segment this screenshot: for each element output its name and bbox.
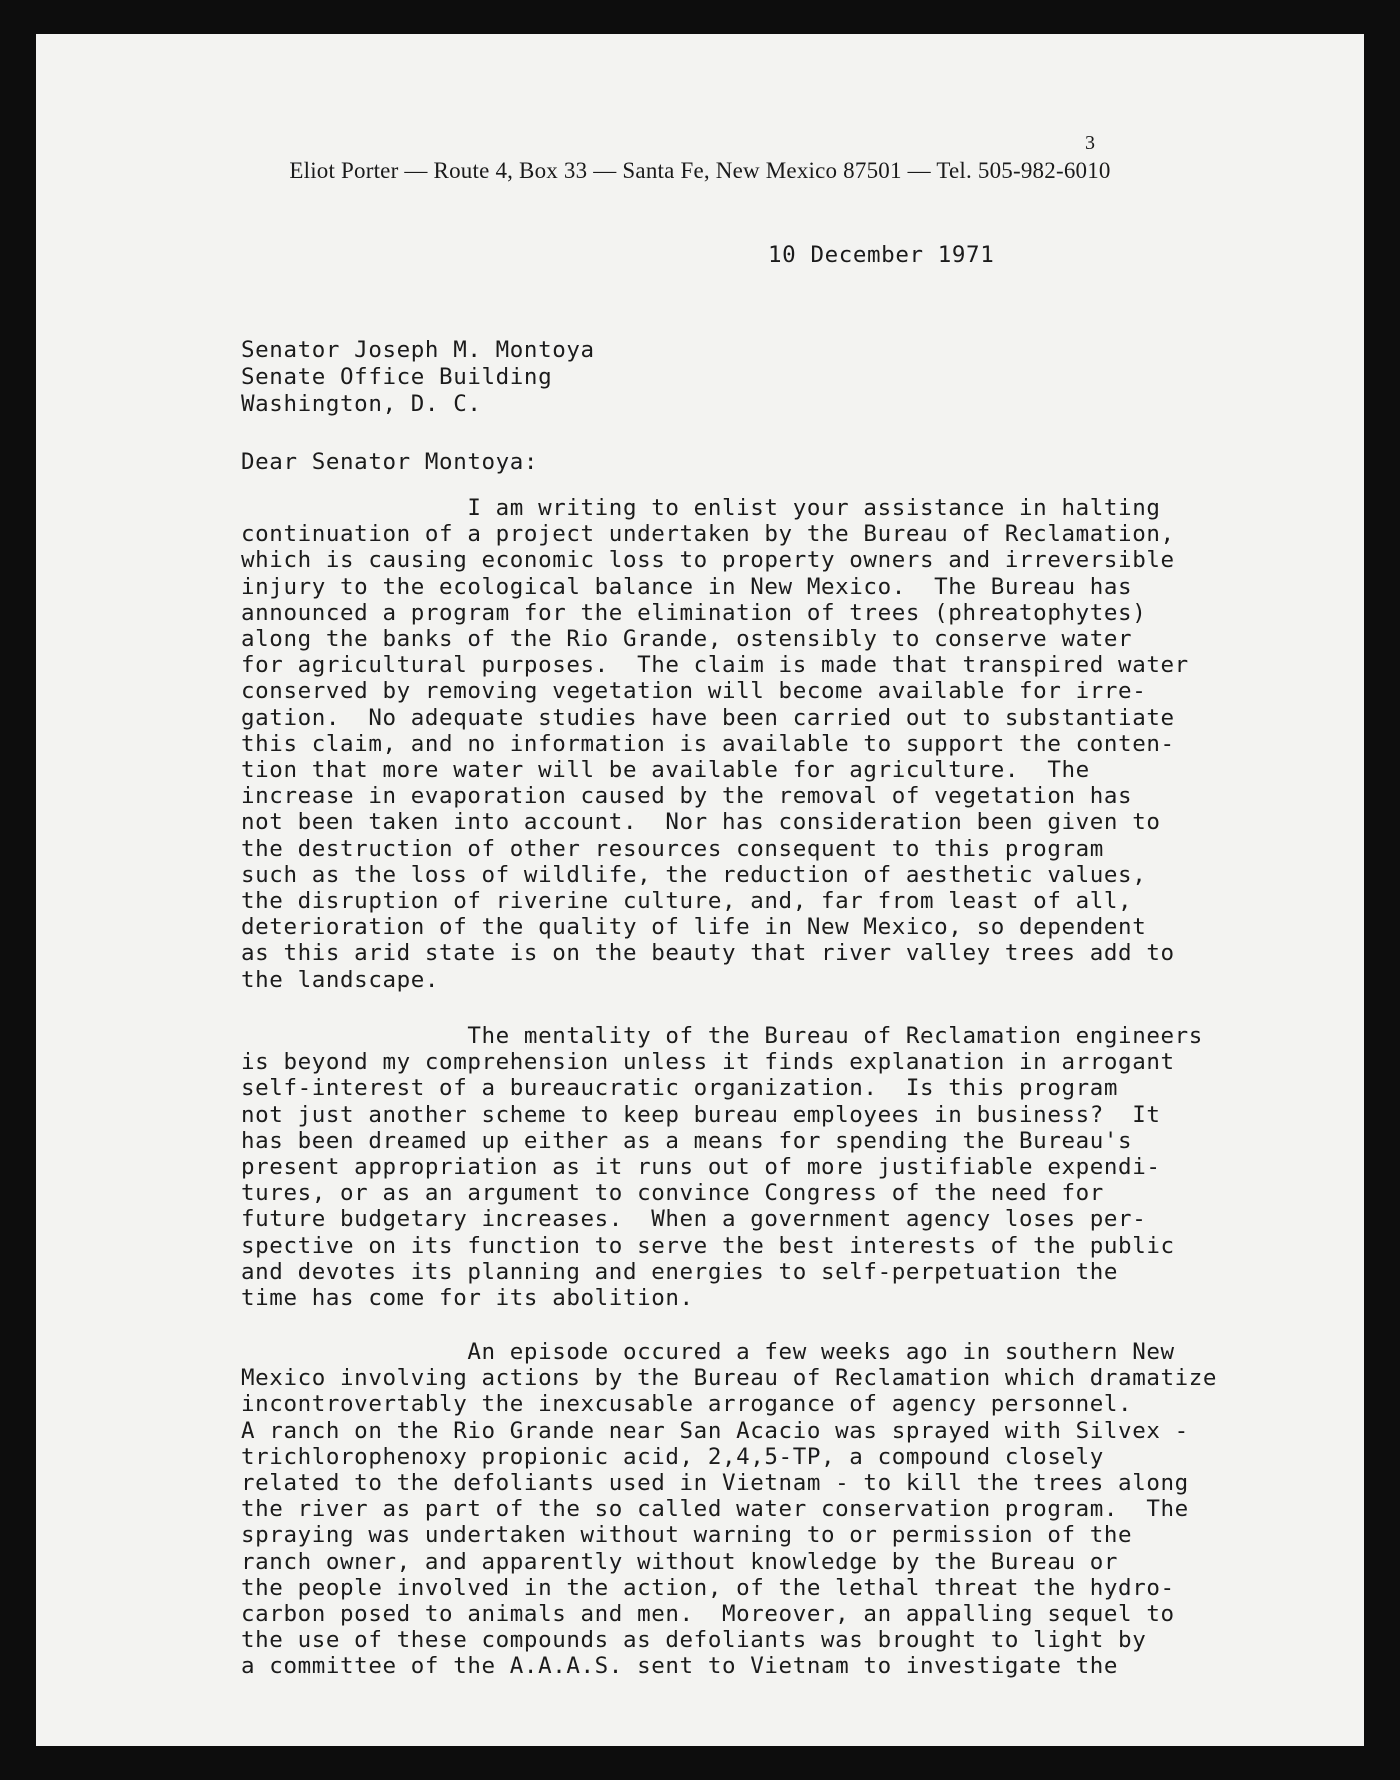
paragraph-line: increase in evaporation caused by the removal of vegetation has xyxy=(241,783,1133,810)
paragraph-line: incontrovertably the inexcusable arrogance of agency personnel. xyxy=(241,1391,1133,1418)
paragraph-line: carbon posed to animals and men. Moreover, an appalling sequel to xyxy=(241,1601,1175,1628)
paragraph-line: time has come for its abolition. xyxy=(241,1285,694,1312)
paragraph-line: is beyond my comprehension unless it finds explanation in arrogant xyxy=(241,1049,1175,1076)
paragraph-line: continuation of a project undertaken by the Bureau of Reclamation, xyxy=(241,521,1175,548)
paragraph-line: the use of these compounds as defoliants was brought to light by xyxy=(241,1627,1147,1654)
paragraph-line: for agricultural purposes. The claim is made that transpired water xyxy=(241,652,1189,679)
paragraph-line: a committee of the A.A.A.S. sent to Vietnam to investigate the xyxy=(241,1653,1119,1680)
body-paragraph xyxy=(241,1339,1361,1680)
paragraph-line: conserved by removing vegetation will become available for irre- xyxy=(241,678,1147,705)
paragraph-line: the disruption of riverine culture, and, far from least of all, xyxy=(241,888,1133,915)
handwritten-page-number: 3 xyxy=(1085,132,1095,154)
paragraph-line: present appropriation as it runs out of more justifiable expendi- xyxy=(241,1154,1161,1181)
paragraph-line: this claim, and no information is available to support the conten- xyxy=(241,730,1175,757)
paragraph-line: not been taken into account. Nor has consideration been given to xyxy=(241,809,1161,836)
paragraph-line: announced a program for the elimination of trees (phreatophytes) xyxy=(241,599,1147,626)
paragraph-line: trichlorophenoxy propionic acid, 2,4,5-TP, a compound closely xyxy=(241,1443,1104,1470)
paragraph-line: I am writing to enlist your assistance in halting xyxy=(241,495,1161,521)
paragraph-line: along the banks of the Rio Grande, ostensibly to conserve water xyxy=(241,626,1133,653)
paragraph-line: injury to the ecological balance in New Mexico. The Bureau has xyxy=(241,573,1133,600)
body-paragraph xyxy=(241,495,1361,993)
paragraph-line: A ranch on the Rio Grande near San Acacio was sprayed with Silvex - xyxy=(241,1417,1189,1444)
paragraph-line: deterioration of the quality of life in New Mexico, so dependent xyxy=(241,914,1147,941)
paragraph-line: tion that more water will be available for agriculture. The xyxy=(241,757,1090,784)
paragraph-line: spective on its function to serve the best interests of the public xyxy=(241,1232,1175,1259)
paragraph-line: the destruction of other resources consequent to this program xyxy=(241,835,1104,862)
letter-date: 10 December 1971 xyxy=(768,242,995,268)
letter-page xyxy=(36,34,1364,1746)
salutation: Dear Senator Montoya: xyxy=(241,449,539,475)
paragraph-line: not just another scheme to keep bureau employees in business? It xyxy=(241,1101,1161,1128)
letterhead: Eliot Porter — Route 4, Box 33 — Santa Fe, New Mexico 87501 — Tel. 505-982-6010 xyxy=(289,158,1111,183)
paragraph-line: An episode occured a few weeks ago in southern New xyxy=(241,1339,1175,1365)
paragraph-line: spraying was undertaken without warning to or permission of the xyxy=(241,1522,1133,1549)
paragraph-line: self-interest of a bureaucratic organization. Is this program xyxy=(241,1075,1119,1102)
recipient-name: Senator Joseph M. Montoya xyxy=(241,337,595,363)
recipient-building: Senate Office Building xyxy=(241,364,553,390)
paragraph-line: the landscape. xyxy=(241,966,440,993)
paragraph-line: as this arid state is on the beauty that river valley trees add to xyxy=(241,940,1175,967)
paragraph-line: tures, or as an argument to convince Congress of the need for xyxy=(241,1180,1104,1207)
paragraph-line: the people involved in the action, of the lethal threat the hydro- xyxy=(241,1574,1175,1601)
recipient-city: Washington, D. C. xyxy=(241,391,482,417)
body-paragraph xyxy=(241,1023,1361,1311)
paragraph-line: related to the defoliants used in Vietnam - to kill the trees along xyxy=(241,1470,1189,1497)
paragraph-line: has been dreamed up either as a means for spending the Bureau's xyxy=(241,1127,1133,1154)
paragraph-line: which is causing economic loss to property owners and irreversible xyxy=(241,547,1175,574)
paragraph-line: such as the loss of wildlife, the reduction of aesthetic values, xyxy=(241,861,1147,888)
paragraph-line: the river as part of the so called water conservation program. The xyxy=(241,1496,1189,1523)
paragraph-line: The mentality of the Bureau of Reclamation engineers xyxy=(241,1023,1203,1049)
recipient-address xyxy=(241,337,595,418)
paragraph-line: and devotes its planning and energies to self-perpetuation the xyxy=(241,1258,1119,1285)
paragraph-line: Mexico involving actions by the Bureau of Reclamation which dramatize xyxy=(241,1365,1218,1392)
paragraph-line: ranch owner, and apparently without knowledge by the Bureau or xyxy=(241,1548,1119,1575)
paragraph-line: gation. No adequate studies have been carried out to substantiate xyxy=(241,704,1175,731)
paragraph-line: future budgetary increases. When a government agency loses per- xyxy=(241,1206,1147,1233)
